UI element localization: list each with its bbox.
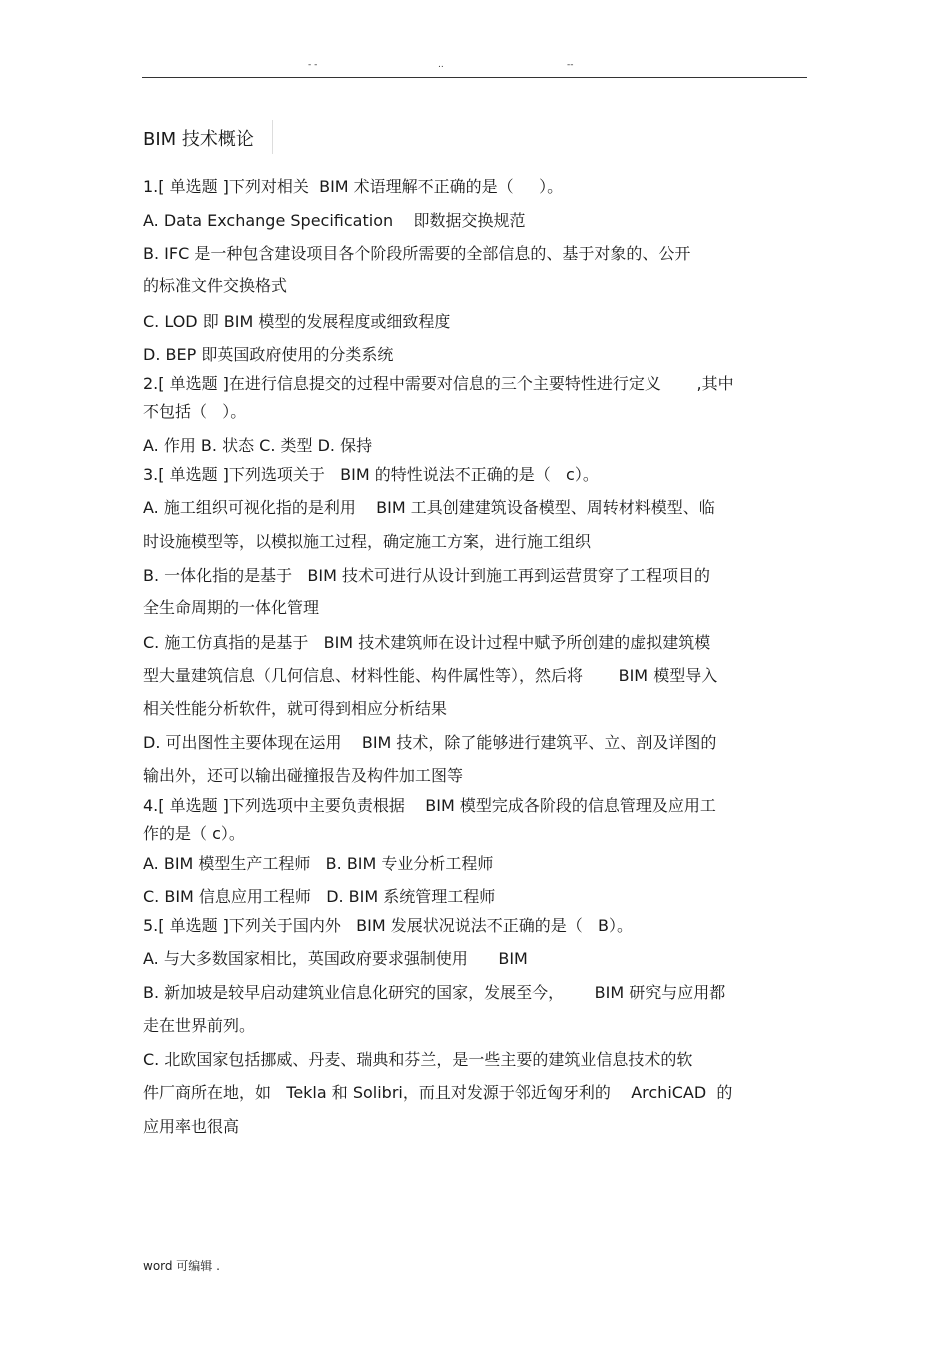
- question-5-option-a: A. 与大多数国家相比，英国政府要求强制使用 BIM: [143, 949, 528, 968]
- question-5-option-c: C. 北欧国家包括挪威、丹麦、瑞典和芬兰，是一些主要的建筑业信息技术的软: [143, 1050, 693, 1069]
- question-1-option-b: B. IFC 是一种包含建设项目各个阶段所需要的全部信息的、基于对象的、公开: [143, 244, 691, 263]
- question-3-option-a-cont: 时设施模型等，以模拟施工过程，确定施工方案，进行施工组织: [143, 532, 592, 551]
- question-3-option-d-cont: 输出外，还可以输出碰撞报告及构件加工图等: [143, 766, 464, 785]
- question-2-stem: 2.[ 单选题 ]在进行信息提交的过程中需要对信息的三个主要特性进行定义 ,其中: [143, 374, 734, 393]
- question-2-options: A. 作用 B. 状态 C. 类型 D. 保持: [143, 436, 373, 455]
- question-5-option-b-cont: 走在世界前列。: [143, 1016, 256, 1035]
- question-4-stem: 4.[ 单选题 ]下列选项中主要负责根据 BIM 模型完成各阶段的信息管理及应用工: [143, 796, 716, 815]
- question-3-option-c-cont2: 相关性能分析软件，就可得到相应分析结果: [143, 699, 448, 718]
- question-5-stem: 5.[ 单选题 ]下列关于国内外 BIM 发展状况说法不正确的是（ B）。: [143, 916, 634, 935]
- question-1-option-c: C. LOD 即 BIM 模型的发展程度或细致程度: [143, 312, 451, 331]
- question-2-stem-cont: 不包括（ ）。: [143, 402, 247, 421]
- question-3-option-b: B. 一体化指的是基于 BIM 技术可进行从设计到施工再到运营贯穿了工程项目的: [143, 566, 710, 585]
- question-3-option-a: A. 施工组织可视化指的是利用 BIM 工具创建建筑设备模型、周转材料模型、临: [143, 498, 715, 517]
- question-5-option-b: B. 新加坡是较早启动建筑业信息化研究的国家，发展至今， BIM 研究与应用都: [143, 983, 726, 1002]
- question-1-option-d: D. BEP 即英国政府使用的分类系统: [143, 345, 394, 364]
- question-3-option-b-cont: 全生命周期的一体化管理: [143, 598, 320, 617]
- question-1-option-b-cont: 的标准文件交换格式: [143, 276, 288, 295]
- question-5-option-c-cont2: 应用率也很高: [143, 1117, 240, 1136]
- header-mark: ..: [438, 60, 444, 70]
- question-1-stem: 1.[ 单选题 ]下列对相关 BIM 术语理解不正确的是（ ）。: [143, 177, 564, 196]
- document-title: BIM 技术概论: [143, 129, 254, 150]
- header-mark: - -: [308, 60, 318, 70]
- question-3-option-d: D. 可出图性主要体现在运用 BIM 技术，除了能够进行建筑平、立、剖及详图的: [143, 733, 717, 752]
- page-header: [0, 60, 950, 74]
- question-4-options-cd: C. BIM 信息应用工程师 D. BIM 系统管理工程师: [143, 887, 496, 906]
- question-4-options-ab: A. BIM 模型生产工程师 B. BIM 专业分析工程师: [143, 854, 494, 873]
- question-3-stem: 3.[ 单选题 ]下列选项关于 BIM 的特性说法不正确的是（ c）。: [143, 465, 599, 484]
- question-3-option-c: C. 施工仿真指的是基于 BIM 技术建筑师在设计过程中赋予所创建的虚拟建筑模: [143, 633, 711, 652]
- header-mark: --: [567, 60, 574, 70]
- question-3-option-c-cont: 型大量建筑信息（几何信息、材料性能、构件属性等），然后将 BIM 模型导入: [143, 666, 718, 685]
- question-4-stem-cont: 作的是（ c）。: [143, 824, 245, 843]
- question-5-option-c-cont: 件厂商所在地，如 Tekla 和 Solibri，而且对发源于邻近匈牙利的 ArchiCAD 的: [143, 1083, 733, 1102]
- header-divider: [142, 77, 807, 78]
- title-divider: [272, 120, 273, 154]
- page-footer: word 可编辑 .: [143, 1259, 220, 1273]
- question-1-option-a: A. Data Exchange Specification 即数据交换规范: [143, 211, 526, 230]
